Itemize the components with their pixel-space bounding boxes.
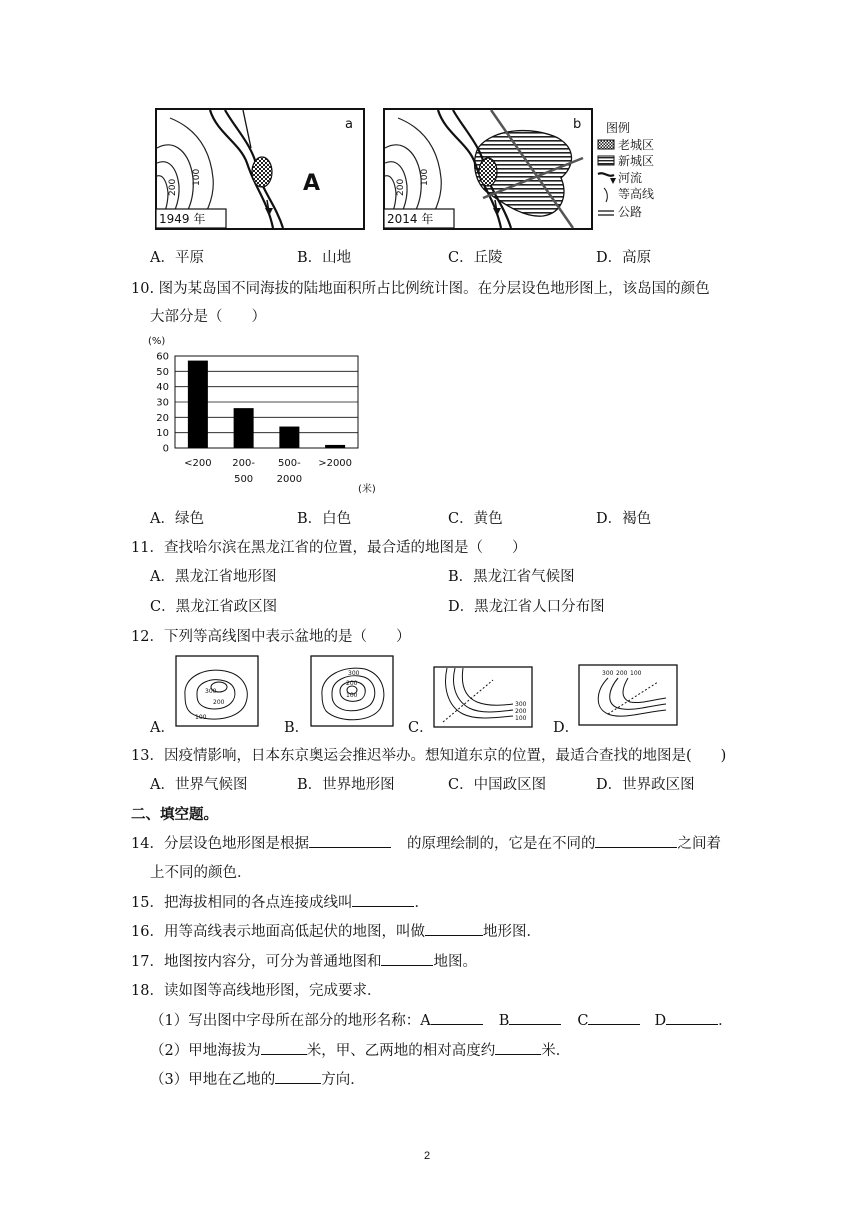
q9-option-b[interactable]: B．山地 [297, 250, 352, 266]
q18-2-blank-1[interactable] [261, 1040, 307, 1055]
legend-item-old-city: 老城区 [618, 138, 655, 152]
q18-sub1 [150, 1009, 733, 1030]
q13-option-a[interactable]: A．世界气候图 [150, 777, 248, 793]
q16-blank[interactable] [425, 921, 483, 936]
chart-ylabel: (%) [148, 336, 166, 347]
q18-2-text-1: （2）甲地海拔为 [150, 1043, 261, 1059]
q12-label-c[interactable]: C． [408, 720, 434, 736]
chart-xtick-label: 500 [234, 474, 254, 485]
q18-2-text-3: 米． [541, 1043, 571, 1059]
chart-xtick-label: >2000 [318, 458, 353, 469]
old-city-swatch [598, 140, 614, 149]
q13-stem: 13．因疫情影响，日本东京奥运会推迟举办。想知道东京的位置，最适合查找的地图是( ) [131, 748, 727, 764]
contour-icon [604, 188, 607, 202]
q12-label-d[interactable]: D． [553, 720, 580, 736]
chart-ytick-label: 40 [156, 382, 169, 394]
chart-bar [234, 408, 254, 448]
contour-label: 300 [602, 670, 614, 677]
q14-blank-2[interactable] [595, 833, 677, 848]
q11-option-b[interactable]: B．黑龙江省气候图 [448, 569, 575, 585]
contour-label: 300 [348, 670, 360, 677]
chart-xtick-label: 2000 [276, 474, 303, 485]
contour-label: 200 [346, 680, 358, 687]
q16-text-1: 16．用等高线表示地面高低起伏的地图，叫做 [131, 924, 425, 940]
q10-stem-line2: 大部分是（ ） [150, 309, 266, 325]
q18-1-blank-b[interactable] [509, 1010, 561, 1025]
q15 [131, 891, 429, 912]
q14-text-3: 之间着 [677, 836, 721, 852]
road-icon [598, 211, 614, 215]
q11-option-a[interactable]: A．黑龙江省地形图 [150, 569, 277, 585]
q9-option-d[interactable]: D．高原 [596, 250, 652, 266]
q14-blank-1[interactable] [309, 833, 391, 848]
legend-item-road: 公路 [618, 205, 643, 219]
q18-1-blank-c[interactable] [588, 1010, 640, 1025]
q14-text-1: 14．分层设色地形图是根据 [131, 836, 309, 852]
q12-label-b[interactable]: B． [284, 720, 310, 736]
map-legend [596, 118, 691, 222]
q17-text-1: 17．地图按内容分，可分为普通地图和 [131, 954, 382, 970]
river-icon [598, 173, 614, 176]
q9-option-c[interactable]: C．丘陵 [448, 250, 503, 266]
q10-option-a[interactable]: A．绿色 [150, 511, 204, 527]
map-1949-year: 1949 年 [159, 212, 206, 226]
q16 [131, 920, 541, 941]
q11-stem: 11．查找哈尔滨在黑龙江省的位置，最合适的地图是（ ） [131, 540, 527, 556]
new-city-swatch [598, 156, 614, 165]
contour-label: 100 [515, 715, 527, 722]
chart-xtick-label: 500- [278, 458, 301, 469]
map-2014-year: 2014 年 [387, 212, 434, 226]
q17-text-2: 地图。 [433, 954, 477, 970]
map-1949-letter: a [345, 117, 353, 132]
page-number: 2 [424, 1150, 431, 1162]
chart-xtick-label: <200 [184, 458, 212, 469]
q18-sub2 [150, 1039, 570, 1060]
contour-label: 100 [192, 168, 202, 186]
chart-ytick-label: 30 [156, 397, 169, 409]
q18-1-text-1: （1）写出图中字母所在部分的地形名称：A [150, 1013, 431, 1029]
chart-bar [188, 361, 208, 448]
q14-line2: 上不同的颜色． [150, 865, 252, 881]
chart-ytick-label: 20 [156, 412, 169, 424]
q18-1-text-b: B [498, 1013, 510, 1029]
contour-label: 200 [396, 178, 406, 196]
chart-ytick-label: 60 [156, 351, 169, 363]
contour-label: 200 [515, 708, 527, 715]
chart-xlabel: (米) [358, 484, 376, 495]
map-1949 [155, 108, 365, 230]
map-2014-letter: b [573, 117, 582, 132]
q12-figure-d[interactable] [578, 664, 678, 726]
q12-figure-b[interactable] [310, 655, 394, 727]
q18-1-text-c: C [577, 1013, 589, 1029]
chart-ytick-label: 10 [156, 428, 169, 440]
q12-stem: 12．下列等高线图中表示盆地的是（ ） [131, 629, 411, 645]
elevation-bar-chart [140, 330, 400, 496]
q18-sub3 [150, 1068, 365, 1089]
q13-option-d[interactable]: D．世界政区图 [596, 777, 695, 793]
q18-1-text-d: D [654, 1013, 667, 1029]
q17-blank[interactable] [381, 951, 433, 966]
q12-figure-c[interactable] [433, 666, 533, 728]
q15-text-2: ． [414, 895, 429, 911]
chart-bar [279, 427, 299, 448]
q11-option-d[interactable]: D．黑龙江省人口分布图 [448, 599, 605, 615]
chart-ytick-label: 0 [162, 443, 169, 455]
q18-1-blank-a[interactable] [431, 1010, 483, 1025]
q18-2-blank-2[interactable] [495, 1040, 541, 1055]
q15-blank[interactable] [352, 892, 414, 907]
q13-option-c[interactable]: C．中国政区图 [448, 777, 547, 793]
q16-text-2: 地形图． [482, 924, 541, 940]
q10-stem-line1: 10. 图为某岛国不同海拔的陆地面积所占比例统计图。在分层设色地形图上，该岛国的颜色 [131, 281, 710, 297]
q10-option-c[interactable]: C．黄色 [448, 511, 503, 527]
map-1949-label-a: A [303, 171, 321, 196]
q10-option-b[interactable]: B．白色 [297, 511, 352, 527]
q15-text-1: 15．把海拔相同的各点连接成线叫 [131, 895, 353, 911]
legend-item-river: 河流 [618, 171, 643, 185]
chart-xtick-label: 200- [232, 458, 255, 469]
q18-stem: 18．读如图等高线地形图，完成要求． [131, 983, 382, 999]
legend-title: 图例 [606, 121, 631, 135]
contour-label: 100 [195, 714, 207, 721]
q18-1-blank-d[interactable] [666, 1010, 718, 1025]
q11-option-c[interactable]: C．黑龙江省政区图 [150, 599, 278, 615]
contour-label: 200 [168, 178, 178, 196]
contour-label: 200 [616, 670, 628, 677]
contour-label: 100 [346, 692, 358, 699]
chart-bar [325, 445, 345, 448]
q9-option-a[interactable]: A．平原 [150, 250, 204, 266]
contour-label: 300 [205, 688, 217, 695]
chart-ytick-label: 50 [156, 366, 169, 378]
q18-1-text-end: ． [718, 1013, 733, 1029]
q13-option-b[interactable]: B．世界地形图 [297, 777, 395, 793]
contour-label: 100 [630, 670, 642, 677]
q18-3-text-2: 方向． [321, 1072, 365, 1088]
q18-2-text-2: 米，甲、乙两地的相对高度约 [306, 1043, 496, 1059]
q18-3-blank[interactable] [275, 1069, 321, 1084]
section-title-fill-in: 二、填空题。 [131, 806, 218, 823]
q18-3-text-1: （3）甲地在乙地的 [150, 1072, 276, 1088]
q17 [131, 950, 477, 971]
legend-item-contour: 等高线 [618, 187, 655, 201]
contour-label: 100 [420, 168, 430, 186]
q14-text-2: 的原理绘制的，它是在不同的 [406, 836, 596, 852]
contour-label: 200 [213, 699, 225, 706]
q10-option-d[interactable]: D．褐色 [596, 511, 652, 527]
q14-line1 [131, 832, 721, 853]
q12-label-a[interactable]: A． [150, 720, 175, 736]
q12-figure-a[interactable] [175, 655, 259, 727]
map-2014 [383, 108, 593, 230]
contour-label: 300 [515, 701, 527, 708]
legend-item-new-city: 新城区 [618, 154, 655, 168]
